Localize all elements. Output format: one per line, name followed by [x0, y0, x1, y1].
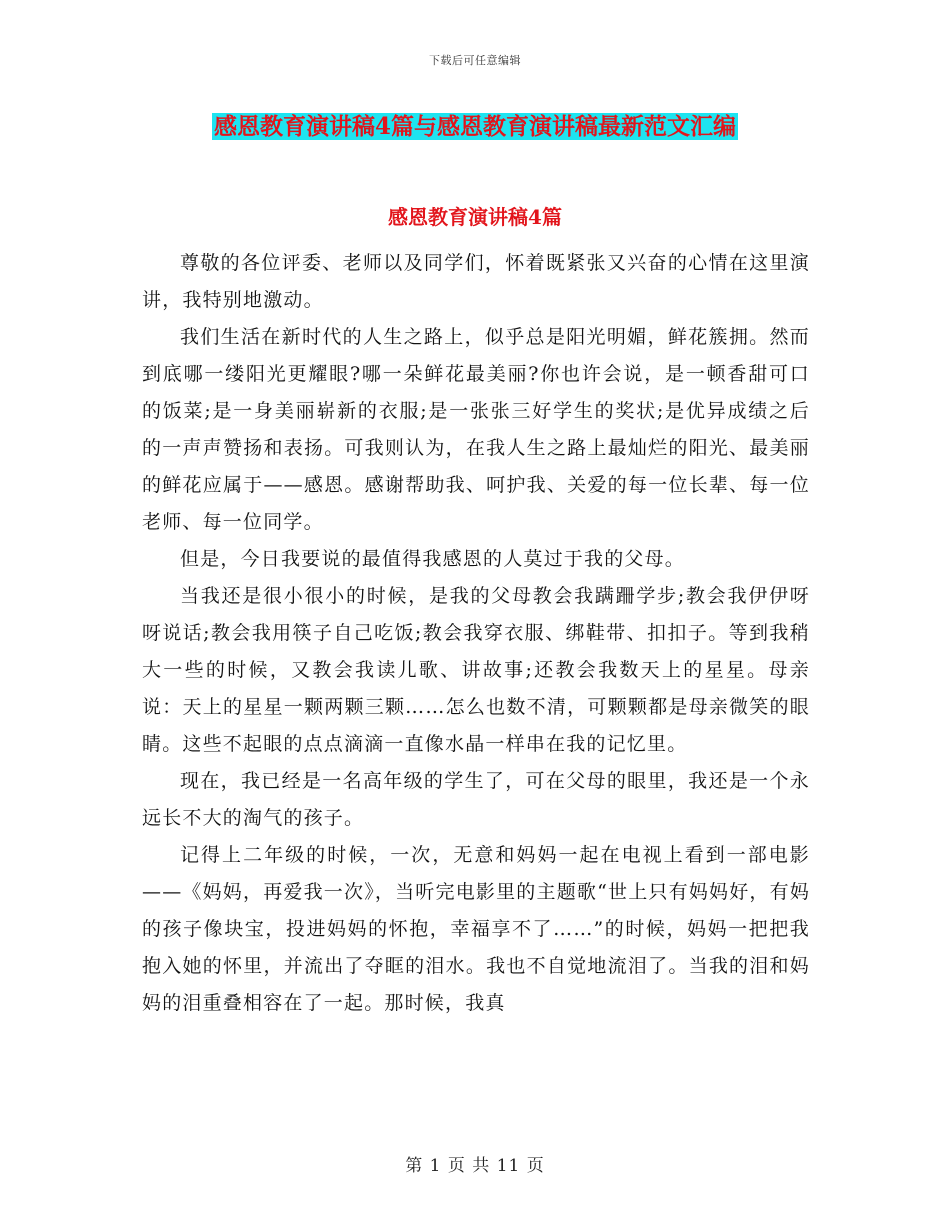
- paragraph: 但是，今日我要说的最值得我感恩的人莫过于我的父母。: [180, 548, 686, 570]
- page-number: 第 1 页 共 11 页: [405, 1156, 545, 1176]
- paragraph: 尊敬的各位评委、老师以及同学们，怀着既紧张又兴奋的心情在这里演讲，我特别地激动。: [142, 252, 810, 311]
- body-text: [142, 245, 810, 1022]
- paragraph: 当我还是很小很小的时候，是我的父母教会我蹒跚学步;教会我伊伊呀呀说话;教会我用筷子自己吃饭;教会我穿衣服、绑鞋带、扣扣子。等到我稍大一些的时候，又教会我读儿歌、讲故事;还教会我数天上的星星。母亲说：天上的星星一颗两颗三颗……怎么也数不清，可颗颗都是母亲微笑的眼睛。这些不起眼的点点滴滴一直像水晶一样串在我的记忆里。: [142, 585, 810, 755]
- main-title: [0, 110, 950, 144]
- section-title: 感恩教育演讲稿4篇: [388, 205, 562, 229]
- paragraph: 记得上二年级的时候，一次，无意和妈妈一起在电视上看到一部电影——《妈妈，再爱我一次》，当听完电影里的主题歌“世上只有妈妈好，有妈的孩子像块宝，投进妈妈的怀抱，幸福享不了……”的时候，妈妈一把把我抱入她的怀里，并流出了夺眶的泪水。我也不自觉地流泪了。当我的泪和妈妈的泪重叠相容在了一起。那时候，我真: [142, 844, 811, 1014]
- main-title-text: 感恩教育演讲稿4篇与感恩教育演讲稿最新范文汇编: [213, 113, 736, 140]
- paragraph: 我们生活在新时代的人生之路上，似乎总是阳光明媚，鲜花簇拥。然而到底哪一缕阳光更耀眼?哪一朵鲜花最美丽?你也许会说，是一顿香甜可口的饭菜;是一身美丽崭新的衣服;是一张张三好学生的奖状;是优异成绩之后的一声声赞扬和表扬。可我则认为，在我人生之路上最灿烂的阳光、最美丽的鲜花应属于——感恩。感谢帮助我、呵护我、关爱的每一位长辈、每一位老师、每一位同学。: [142, 326, 810, 533]
- header-note: 下载后可任意编辑: [429, 54, 521, 67]
- paragraph: 现在，我已经是一名高年级的学生了，可在父母的眼里，我还是一个永远长不大的淘气的孩子。: [142, 770, 810, 829]
